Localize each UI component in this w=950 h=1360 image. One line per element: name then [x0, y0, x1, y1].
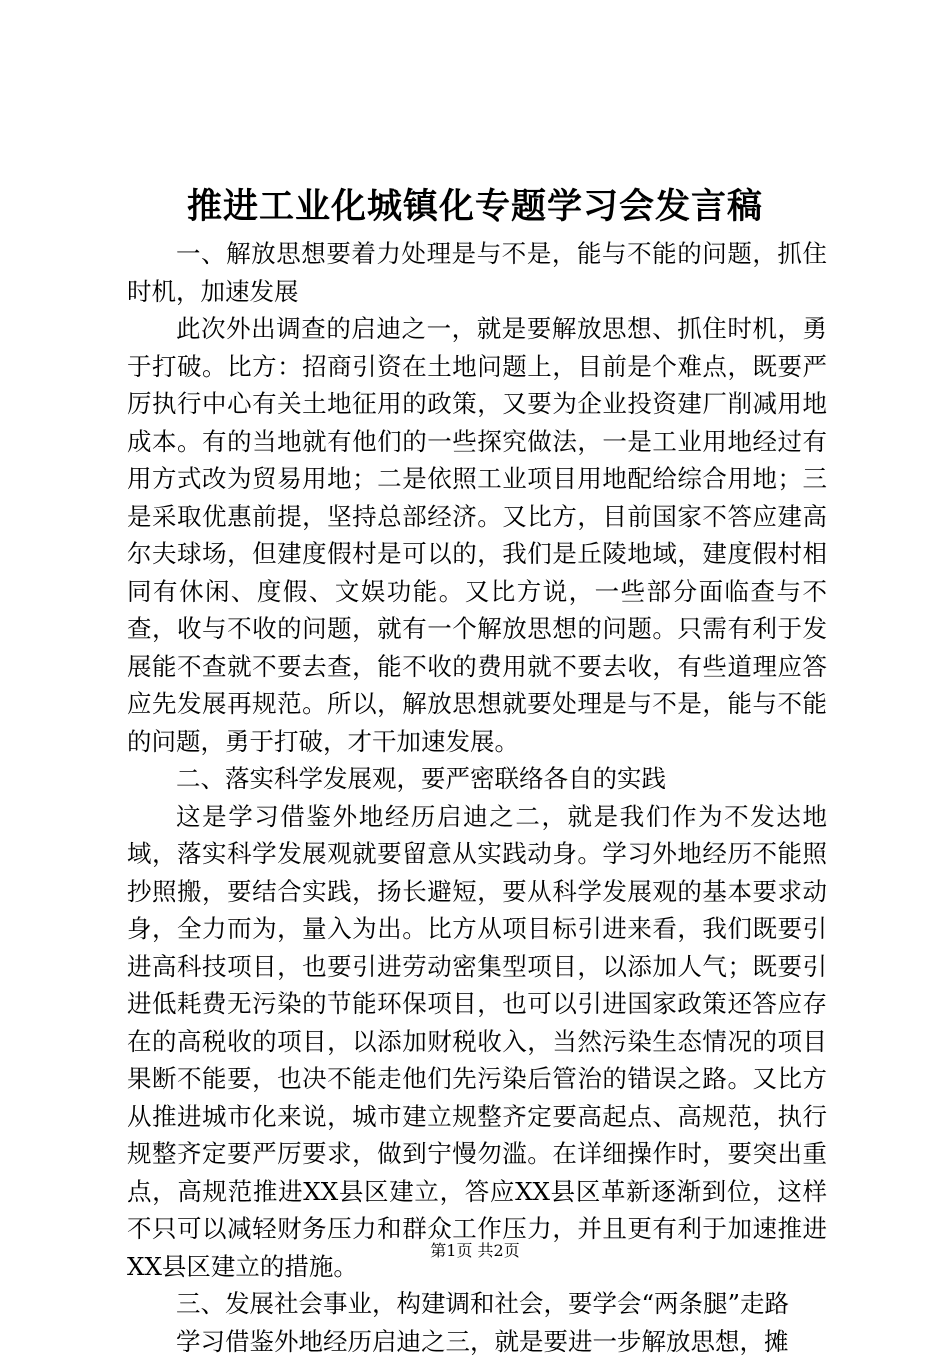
paragraph-2: 这是学习借鉴外地经历启迪之二，就是我们作为不发达地域，落实科学发展观就要留意从实践动身。学习外地经历不能照抄照搬，要结合实践，扬长避短，要从科学发展观的基本要求动身，全力而为，量入为出。比方从项目标引进来看，我们既要引进高科技项目，也要引进劳动密集型项目，以添加人气；既要引进低耗费无污染的节能环保项目，也可以引进国家政策还答应存在的高税收的项目，以添加财税收入，当然污染生态情况的项目果断不能要，也决不能走他们先污染后管治的错误之路。又比方从推进城市化来说，城市建立规整齐定要高起点、高规范，执行规整齐定要严厉要求，做到宁慢勿滥。在详细操作时，要突出重点，高规范推进XX县区建立，答应XX县区革新逐渐到位，这样不只可以减轻财务压力和群众工作压力，并且更有利于加速推进XX县区建立的措施。: [127, 798, 827, 1286]
section-heading-2: 二、落实科学发展观，要严密联络各自的实践: [127, 760, 827, 798]
section-heading-1: 一、解放思想要着力处理是与不是，能与不能的问题，抓住时机，加速发展: [127, 235, 827, 310]
page-number-footer: 第1页 共2页: [0, 1240, 950, 1262]
document-title: 推进工业化城镇化专题学习会发言稿: [0, 182, 950, 232]
section-heading-3: 三、发展社会事业，构建调和社会，要学会“两条腿”走路: [127, 1285, 827, 1323]
paragraph-3: 学习借鉴外地经历启迪之三，就是要进一步解放思想，摊: [127, 1323, 827, 1360]
paragraph-1: 此次外出调查的启迪之一，就是要解放思想、抓住时机，勇于打破。比方：招商引资在土地问题上，目前是个难点，既要严厉执行中心有关土地征用的政策，又要为企业投资建厂削减用地成本。有的当地就有他们的一些探究做法，一是工业用地经过有用方式改为贸易用地；二是依照工业项目用地配给综合用地；三是采取优惠前提，坚持总部经济。又比方，目前国家不答应建高尔夫球场，但建度假村是可以的，我们是丘陵地域，建度假村相同有休闲、度假、文娱功能。又比方说，一些部分面临查与不查，收与不收的问题，就有一个解放思想的问题。只需有利于发展能不查就不要去查，能不收的费用就不要去收，有些道理应答应先发展再规范。所以，解放思想就要处理是与不是，能与不能的问题，勇于打破，才干加速发展。: [127, 310, 827, 760]
document-body: [127, 235, 827, 1360]
